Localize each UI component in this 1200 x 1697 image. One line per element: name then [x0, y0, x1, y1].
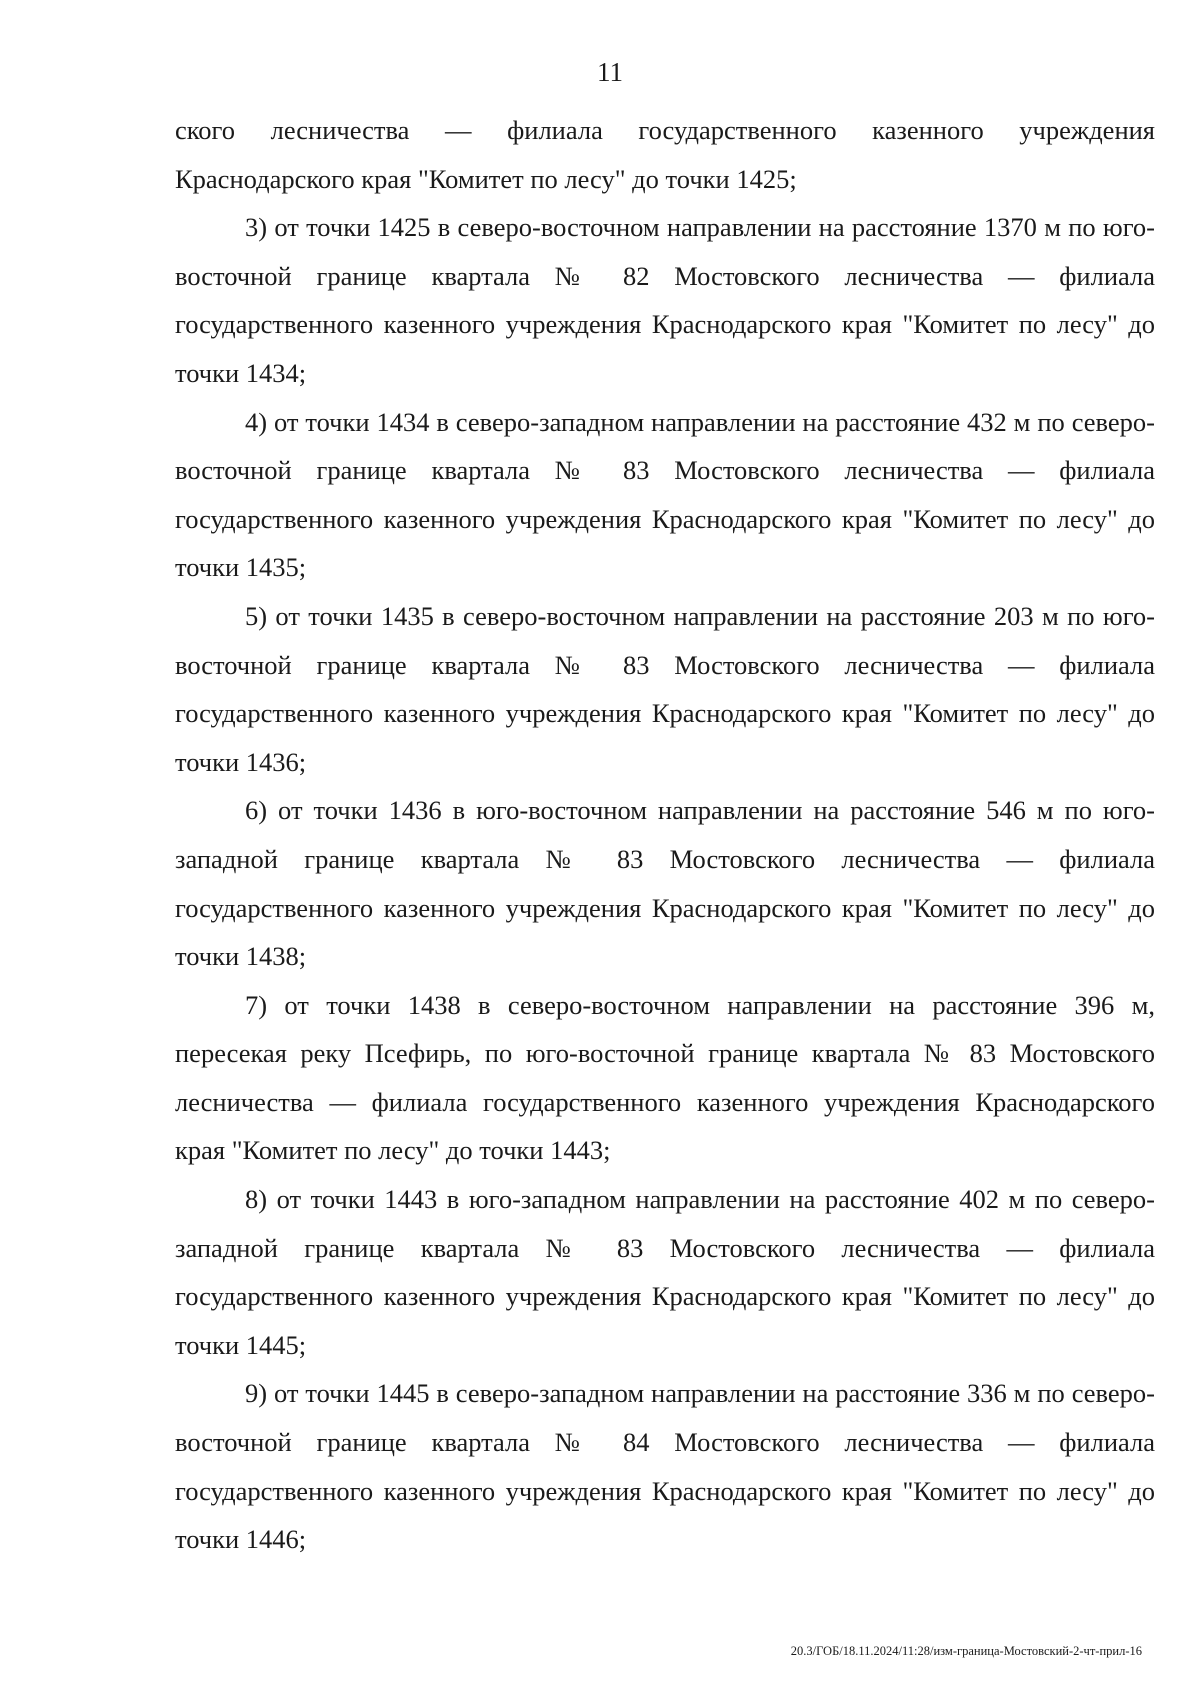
paragraph-item-4: 4) от точки 1434 в северо-западном направлении на расстояние 432 м по северо-восточной границе квартала № 83 Мостовского лесничества — филиала государственного казенного учреждения Краснодарского края "Комитет по лесу" до точки 1435;	[175, 406, 1155, 583]
paragraph-item-3: 3) от точки 1425 в северо-восточном направлении на расстояние 1370 м по юго-восточной границе квартала № 82 Мостовского лесничества — филиала государственного казенного учреждения Краснодарского края "Комитет по лесу" до точки 1434;	[175, 212, 1155, 388]
paragraph-item-7: 7) от точки 1438 в северо-восточном направлении на расстояние 396 м, пересекая реку Псефирь, по юго-восточной границе квартала № 83 Мостовского лесничества — филиала государственного казенного учреждения Краснодарского края "Комитет по лесу" до точки 1443;	[175, 989, 1155, 1166]
paragraph-item-9: 9) от точки 1445 в северо-западном направлении на расстояние 336 м по северо-восточной границе квартала № 84 Мостовского лесничества — филиала государственного казенного учреждения Краснодарского края "Комитет по лесу" до точки 1446;	[175, 1378, 1155, 1555]
document-body	[175, 106, 1155, 1564]
document-footer-code: 20.3/ГОБ/18.11.2024/11:28/изм-граница-Мостовский-2-чт-прил-16	[790, 1644, 1142, 1658]
paragraph-item-8: 8) от точки 1443 в юго-западном направлении на расстояние 402 м по северо-западной границе квартала № 83 Мостовского лесничества — филиала государственного казенного учреждения Краснодарского края "Комитет по лесу" до точки 1445;	[175, 1184, 1155, 1360]
paragraph-continued: ского лесничества — филиала государственного казенного учреждения Краснодарского края "Комитет по лесу" до точки 1425;	[175, 115, 1155, 194]
paragraph-item-5: 5) от точки 1435 в северо-восточном направлении на расстояние 203 м по юго-восточной границе квартала № 83 Мостовского лесничества — филиала государственного казенного учреждения Краснодарского края "Комитет по лесу" до точки 1436;	[175, 600, 1155, 777]
paragraph-item-6: 6) от точки 1436 в юго-восточном направлении на расстояние 546 м по юго-западной границе квартала № 83 Мостовского лесничества — филиала государственного казенного учреждения Краснодарского края "Комитет по лесу" до точки 1438;	[175, 795, 1155, 972]
page-number: 11	[597, 57, 623, 87]
